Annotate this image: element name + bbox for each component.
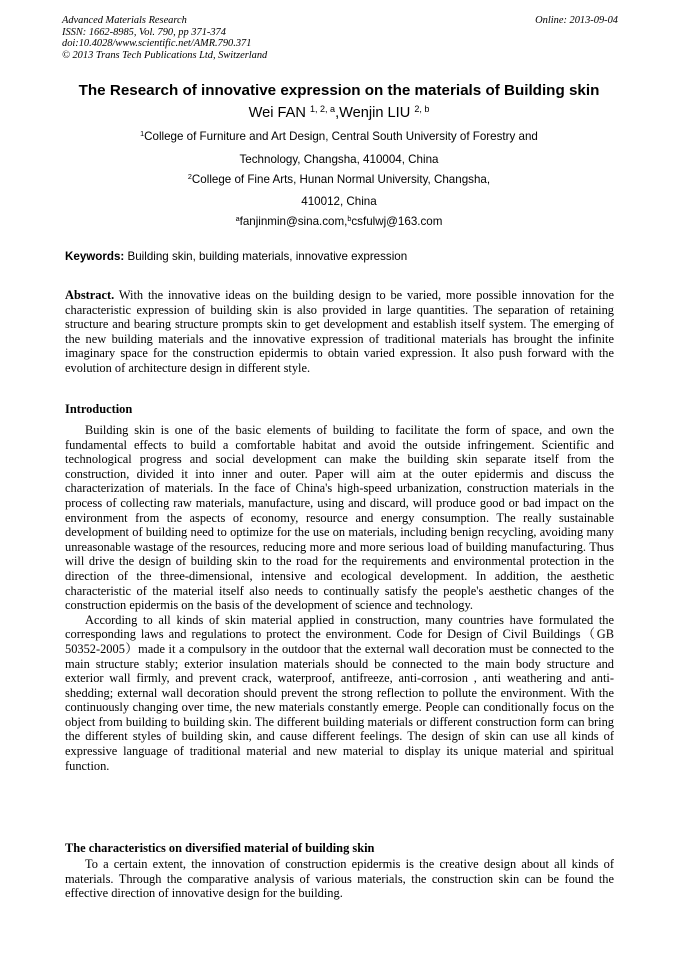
affiliation-2-line-2 [60,195,618,209]
abstract [65,288,614,376]
journal-name: Advanced Materials Research [62,15,187,26]
email-b: csfulwj@163.com [351,215,443,228]
journal-header [62,15,618,61]
keywords-label: Keywords: [65,250,125,263]
author-separator: , [335,105,340,121]
email-line [60,215,618,230]
section-heading-characteristics: The characteristics on diversified material of building skin [65,841,375,855]
introduction-paragraph-1: Building skin is one of the basic elements of building to facilitate the form of space, and own the fundamental effects to build a comfortable habitat and avoid the outside infringement. Scientific and technological progress and social development can make the building skin separate itself from the construction, divided it into inner and outer. Paper will aim at the outer epidermis and discuss the characterization of materials. In the face of China's high-speed urbanization, construction materials in the process of collecting raw materials, manufacture, using and discard, will produce good or bad impact on the environment from the aspects of economy, resource and energy consumption. The really sustainable development of building need to optimize for the use on materials, including benign recycling, avoiding many unreasonable wastage of the resources, reducing more and more serious load of building manufacturing. Thus will drive the design of building skin to the road for the requirements and environmental protection in the direction of the three-dimensional, intensive and ecological development. In addition, the aesthetic characteristic of the material itself also needs to continually satisfy the people's aesthetic changes of the construction epidermis on the basis of the development of science and technology. [65,423,614,613]
email-a: fanjinmin@sina.com, [239,215,348,228]
online-date: Online: 2013-09-04 [535,15,618,26]
doi-line: doi:10.4028/www.scientific.net/AMR.790.371 [62,38,252,50]
author-2-name: Wenjin LIU [339,105,415,121]
affiliation-1-line-1 [60,130,618,145]
affiliation-2-text-b: 410012, China [301,195,377,208]
affiliation-2-text-a: College of Fine Arts, Hunan Normal University, Changsha, [191,173,491,186]
affiliation-1-text-b: Technology, Changsha, 410004, China [239,153,439,166]
author-2-affil: 2, b [414,103,430,114]
affiliation-2-line-1 [60,173,618,188]
keywords-text: Building skin, building materials, innovative expression [124,250,408,263]
affiliation-1-text-a: College of Furniture and Art Design, Central South University of Forestry and [144,130,538,143]
abstract-text: With the innovative ideas on the building design to be varied, more possible innovation for the characteristic expression of building skin is also provided in large quantities. The separation of retaining structure and bearing structure prompts skin to get development and establish itself system. The emerging of the new building materials and the innovative expression of traditional materials has brought the infinite imaginary space for the construction epidermis to obtain varied expression. It also push forward with the evolution of architecture design in different style. [65,288,614,375]
introduction-paragraph-2: According to all kinds of skin material applied in construction, many countries have formulated the corresponding laws and regulations to protect the environment. Code for Design of Civil Buildings（GB 50352-2005）made it a compulsory in the outdoor that the external wall decoration must be connected to the main structure stably; exterior insulation materials should be connected to the main body structure and exterior wall firmly, and prevent crack, waterproof, antifreeze, anti-corrosion , anti weathering and anti-shedding; external wall decoration should prevent the strong reflection to pollute the environment. With the continuously changing over time, the new materials constantly emerge. People can conditionally focus on the object from building to building skin. The different building materials or different construction form can bring the different styles of building skin, and cause different feelings. The design of skin can use all kinds of expressive language of traditional material and new material to display its unique material and spiritual function. [65,612,614,773]
author-line [40,104,638,123]
affiliation-1-marker: 1 [140,128,145,138]
author-1-affil: 1, 2, a [309,103,336,114]
section-heading-introduction: Introduction [65,402,133,416]
paper-title: The Research of innovative expression on the materials of Building skin [78,82,600,99]
characteristics-paragraph-1: To a certain extent, the innovation of construction epidermis is the creative design about all kinds of materials. Through the comparative analysis of various materials, the construction skin can be found the effective direction of innovative design for the building. [65,857,614,901]
affiliation-1-line-2 [60,153,618,167]
copyright-line: © 2013 Trans Tech Publications Ltd, Switzerland [62,49,268,61]
issn-line: ISSN: 1662-8985, Vol. 790, pp 371-374 [62,26,226,38]
affiliation-2-marker: 2 [187,171,192,181]
author-1-name: Wei FAN [248,105,310,121]
email-b-marker: b [347,213,352,223]
keywords [65,250,621,264]
introduction-body [65,423,614,773]
email-a-marker: a [235,213,240,223]
characteristics-body [65,857,614,901]
abstract-label: Abstract. [65,288,115,302]
